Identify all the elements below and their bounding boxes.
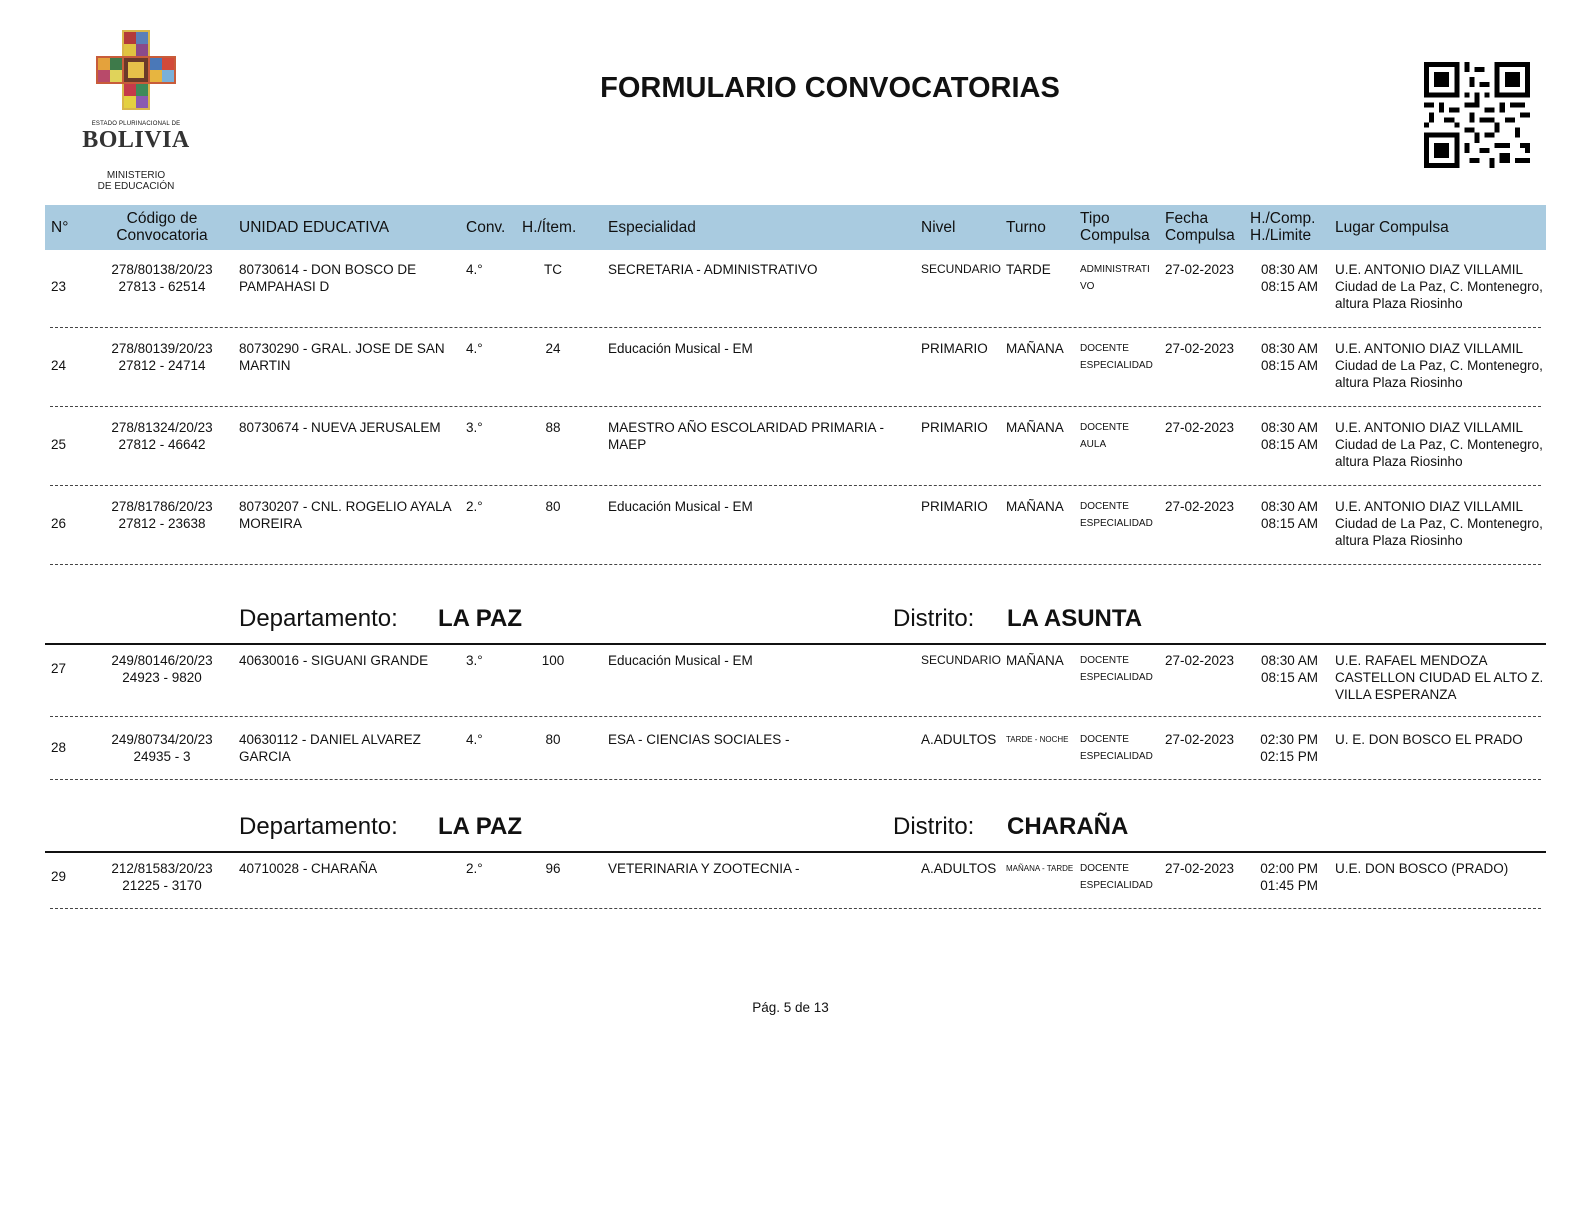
row-num: 28 bbox=[51, 740, 67, 755]
row-unidad: 80730674 - NUEVA JERUSALEM bbox=[239, 420, 441, 435]
col-horas: H./Ítem. bbox=[522, 219, 577, 236]
row-turno: TARDE - NOCHE bbox=[1006, 735, 1069, 744]
row-nivel: A.ADULTOS bbox=[921, 861, 997, 876]
bolivia-emblem-icon bbox=[94, 28, 178, 112]
document-title: FORMULARIO CONVOCATORIAS bbox=[600, 72, 1060, 104]
row-turno: MAÑANA - TARDE bbox=[1006, 864, 1074, 873]
col-num: N° bbox=[51, 219, 69, 236]
row-code: 278/80139/20/23 27812 - 24714 bbox=[111, 341, 213, 373]
row-divider bbox=[50, 716, 1541, 717]
col-nivel: Nivel bbox=[921, 219, 956, 236]
row-especialidad: SECRETARIA - ADMINISTRATIVO bbox=[608, 262, 818, 277]
row-num: 23 bbox=[51, 279, 67, 294]
department-label: Departamento: bbox=[239, 813, 398, 840]
row-lugar: U.E. DON BOSCO (PRADO) bbox=[1335, 861, 1509, 876]
district-label: Distrito: bbox=[893, 813, 975, 840]
row-tipo: ADMINISTRATI VO bbox=[1080, 264, 1150, 292]
row-divider bbox=[50, 779, 1541, 780]
district-value: LA ASUNTA bbox=[1007, 605, 1143, 632]
row-num: 24 bbox=[51, 358, 67, 373]
row-conv: 4.° bbox=[466, 341, 483, 356]
row-fecha: 27-02-2023 bbox=[1165, 732, 1235, 747]
row-especialidad: ESA - CIENCIAS SOCIALES - bbox=[608, 732, 790, 747]
logo-ministry: MINISTERIO DE EDUCACIÓN bbox=[97, 170, 175, 192]
row-nivel: PRIMARIO bbox=[921, 341, 988, 356]
row-turno: TARDE bbox=[1006, 262, 1051, 277]
row-horas: 80 bbox=[545, 732, 561, 747]
row-horas: 100 bbox=[541, 653, 565, 668]
table-row bbox=[45, 498, 1546, 570]
row-hora: 08:30 AM 08:15 AM bbox=[1260, 653, 1318, 685]
row-code: 278/80138/20/23 27813 - 62514 bbox=[111, 262, 213, 294]
row-hora: 08:30 AM 08:15 AM bbox=[1260, 262, 1318, 294]
row-divider bbox=[50, 485, 1541, 486]
department-value: LA PAZ bbox=[438, 605, 522, 632]
row-nivel: SECUNDARIO bbox=[921, 262, 1002, 276]
row-lugar: U.E. RAFAEL MENDOZA CASTELLON CIUDAD EL ALTO Z. VILLA ESPERANZA bbox=[1335, 653, 1544, 702]
qr-code-icon bbox=[1424, 62, 1530, 168]
row-divider bbox=[50, 908, 1541, 909]
row-nivel: PRIMARIO bbox=[921, 499, 988, 514]
department-value: LA PAZ bbox=[438, 813, 522, 840]
row-num: 29 bbox=[51, 869, 67, 884]
district-header bbox=[45, 813, 1546, 853]
row-unidad: 40710028 - CHARAÑA bbox=[239, 861, 378, 876]
col-fecha: Fecha Compulsa bbox=[1165, 210, 1235, 244]
col-tipo: Tipo Compulsa bbox=[1080, 210, 1150, 244]
row-horas: 96 bbox=[545, 861, 561, 876]
row-fecha: 27-02-2023 bbox=[1165, 499, 1235, 514]
row-turno: MAÑANA bbox=[1006, 341, 1064, 356]
col-hcomp: H./Comp. H./Limite bbox=[1250, 210, 1316, 244]
row-conv: 4.° bbox=[466, 262, 483, 277]
table-row bbox=[45, 261, 1546, 333]
table-row bbox=[45, 419, 1546, 491]
row-num: 26 bbox=[51, 516, 67, 531]
row-lugar: U.E. ANTONIO DIAZ VILLAMIL Ciudad de La Paz, C. Montenegro, altura Plaza Riosinho bbox=[1335, 341, 1543, 390]
row-unidad: 40630016 - SIGUANI GRANDE bbox=[239, 653, 429, 668]
row-unidad: 80730614 - DON BOSCO DE PAMPAHASI D bbox=[239, 262, 417, 294]
row-conv: 2.° bbox=[466, 861, 483, 876]
row-code: 249/80734/20/23 24935 - 3 bbox=[111, 732, 213, 764]
row-hora: 08:30 AM 08:15 AM bbox=[1260, 499, 1318, 531]
col-unidad: UNIDAD EDUCATIVA bbox=[239, 219, 390, 236]
row-tipo: DOCENTE ESPECIALIDAD bbox=[1080, 501, 1153, 529]
row-num: 27 bbox=[51, 661, 67, 676]
row-turno: MAÑANA bbox=[1006, 499, 1064, 514]
row-divider bbox=[50, 327, 1541, 328]
district-value: CHARAÑA bbox=[1007, 813, 1129, 840]
row-hora: 02:30 PM 02:15 PM bbox=[1260, 732, 1318, 764]
row-nivel: PRIMARIO bbox=[921, 420, 988, 435]
row-nivel: SECUNDARIO bbox=[921, 653, 1002, 667]
row-unidad: 80730207 - CNL. ROGELIO AYALA MOREIRA bbox=[239, 499, 451, 531]
row-tipo: DOCENTE ESPECIALIDAD bbox=[1080, 655, 1153, 683]
row-hora: 02:00 PM 01:45 PM bbox=[1260, 861, 1318, 893]
row-horas: TC bbox=[544, 262, 562, 277]
row-conv: 2.° bbox=[466, 499, 483, 514]
row-code: 278/81786/20/23 27812 - 23638 bbox=[111, 499, 213, 531]
row-turno: MAÑANA bbox=[1006, 420, 1064, 435]
row-lugar: U.E. ANTONIO DIAZ VILLAMIL Ciudad de La Paz, C. Montenegro, altura Plaza Riosinho bbox=[1335, 262, 1543, 311]
row-num: 25 bbox=[51, 437, 67, 452]
district-header bbox=[45, 605, 1546, 645]
row-conv: 3.° bbox=[466, 653, 483, 668]
row-unidad: 40630112 - DANIEL ALVAREZ GARCIA bbox=[239, 732, 421, 764]
row-nivel: A.ADULTOS bbox=[921, 732, 997, 747]
table-row bbox=[45, 340, 1546, 412]
row-fecha: 27-02-2023 bbox=[1165, 861, 1235, 876]
row-hora: 08:30 AM 08:15 AM bbox=[1260, 420, 1318, 452]
table-row bbox=[45, 731, 1546, 781]
row-conv: 4.° bbox=[466, 732, 483, 747]
bolivia-logo bbox=[80, 28, 192, 194]
row-tipo: DOCENTE ESPECIALIDAD bbox=[1080, 343, 1153, 371]
row-fecha: 27-02-2023 bbox=[1165, 262, 1235, 277]
row-tipo: DOCENTE ESPECIALIDAD bbox=[1080, 734, 1153, 762]
table-row bbox=[45, 860, 1546, 910]
row-lugar: U.E. ANTONIO DIAZ VILLAMIL Ciudad de La Paz, C. Montenegro, altura Plaza Riosinho bbox=[1335, 499, 1543, 548]
col-lugar: Lugar Compulsa bbox=[1335, 219, 1449, 236]
logo-top-text: ESTADO PLURINACIONAL DE bbox=[91, 121, 181, 127]
row-especialidad: MAESTRO AÑO ESCOLARIDAD PRIMARIA - MAEP bbox=[608, 420, 885, 452]
col-codigo: Código de Convocatoria bbox=[116, 210, 208, 244]
row-especialidad: VETERINARIA Y ZOOTECNIA - bbox=[608, 861, 800, 876]
row-fecha: 27-02-2023 bbox=[1165, 341, 1235, 356]
department-label: Departamento: bbox=[239, 605, 398, 632]
logo-country: BOLIVIA bbox=[82, 127, 190, 153]
row-fecha: 27-02-2023 bbox=[1165, 653, 1235, 668]
row-lugar: U. E. DON BOSCO EL PRADO bbox=[1335, 732, 1523, 747]
row-code: 249/80146/20/23 24923 - 9820 bbox=[111, 653, 213, 685]
table-row bbox=[45, 652, 1546, 718]
row-horas: 24 bbox=[545, 341, 561, 356]
row-especialidad: Educación Musical - EM bbox=[608, 499, 753, 514]
row-code: 212/81583/20/23 21225 - 3170 bbox=[111, 861, 213, 893]
row-conv: 3.° bbox=[466, 420, 483, 435]
row-code: 278/81324/20/23 27812 - 46642 bbox=[111, 420, 213, 452]
row-horas: 88 bbox=[545, 420, 561, 435]
row-tipo: DOCENTE AULA bbox=[1080, 422, 1129, 450]
col-especialidad: Especialidad bbox=[608, 219, 696, 236]
row-hora: 08:30 AM 08:15 AM bbox=[1260, 341, 1318, 373]
district-label: Distrito: bbox=[893, 605, 975, 632]
row-lugar: U.E. ANTONIO DIAZ VILLAMIL Ciudad de La Paz, C. Montenegro, altura Plaza Riosinho bbox=[1335, 420, 1543, 469]
col-conv: Conv. bbox=[466, 219, 506, 236]
row-especialidad: Educación Musical - EM bbox=[608, 653, 753, 668]
row-horas: 80 bbox=[545, 499, 561, 514]
table-header bbox=[45, 205, 1546, 250]
row-turno: MAÑANA bbox=[1006, 653, 1064, 668]
row-unidad: 80730290 - GRAL. JOSE DE SAN MARTIN bbox=[239, 341, 445, 373]
col-turno: Turno bbox=[1006, 219, 1046, 236]
row-fecha: 27-02-2023 bbox=[1165, 420, 1235, 435]
row-tipo: DOCENTE ESPECIALIDAD bbox=[1080, 863, 1153, 891]
page-number: Pág. 5 de 13 bbox=[752, 1000, 829, 1015]
row-divider bbox=[50, 564, 1541, 565]
row-divider bbox=[50, 406, 1541, 407]
row-especialidad: Educación Musical - EM bbox=[608, 341, 753, 356]
